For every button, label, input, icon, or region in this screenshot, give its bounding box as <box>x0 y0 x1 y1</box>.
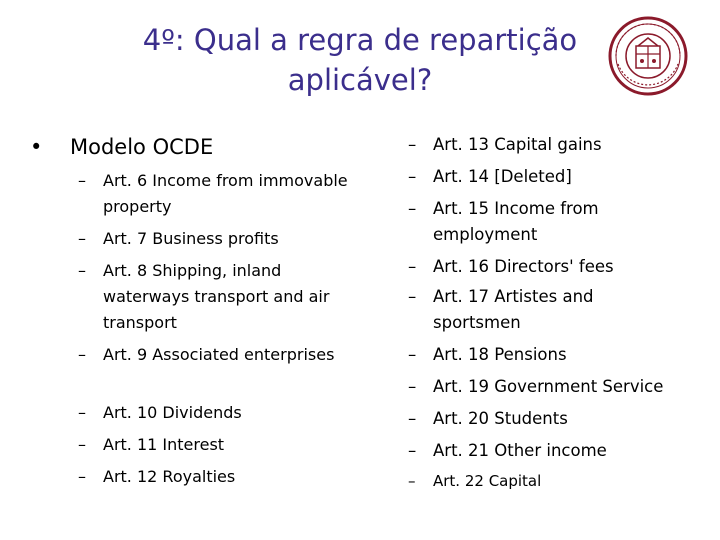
list-item-text: Art. 19 Government Service <box>433 377 664 396</box>
list-item-text: Art. 9 Associated enterprises <box>103 345 335 364</box>
dash: – <box>78 171 86 190</box>
dash: – <box>408 345 417 364</box>
list-item-text: Art. 17 Artistes and sportsmen <box>433 287 594 332</box>
list-item <box>78 400 348 426</box>
slide-title: 4º: Qual a regra de repartição aplicável? <box>142 23 578 97</box>
list-item <box>78 342 348 368</box>
bullet-symbol: • <box>30 135 43 159</box>
dash: – <box>408 472 416 490</box>
list-item <box>408 342 708 368</box>
dash: – <box>408 257 417 276</box>
list-item-text: Art. 6 Income from immovable property <box>103 171 348 216</box>
list-item-text: Art. 10 Dividends <box>103 403 242 422</box>
list-item-text: Art. 12 Royalties <box>103 467 236 486</box>
dash: – <box>408 135 417 154</box>
dash: – <box>408 287 417 306</box>
dash: – <box>408 441 417 460</box>
list-item <box>78 432 348 458</box>
main-bullet <box>30 133 213 161</box>
dash: – <box>78 467 86 486</box>
list-item <box>408 374 718 400</box>
list-item <box>408 254 708 280</box>
list-item-text: Art. 16 Directors' fees <box>433 257 614 276</box>
dash: – <box>408 167 417 186</box>
list-item-text: Art. 7 Business profits <box>103 229 279 248</box>
list-item <box>78 168 348 220</box>
list-item-text: Art. 11 Interest <box>103 435 225 454</box>
list-item <box>408 438 708 464</box>
list-item-text: Art. 15 Income from employment <box>433 199 599 244</box>
dash: – <box>408 377 417 396</box>
list-item-text: Art. 18 Pensions <box>433 345 567 364</box>
university-seal-icon <box>608 16 688 96</box>
list-item-text: Art. 8 Shipping, inland waterways transport and air transport <box>103 261 330 332</box>
list-item <box>408 132 708 158</box>
dash: – <box>408 199 417 218</box>
list-item <box>78 464 348 490</box>
list-item <box>408 164 708 190</box>
list-item-text: Art. 20 Students <box>433 409 568 428</box>
dash: – <box>78 261 86 280</box>
list-item-text: Art. 13 Capital gains <box>433 135 602 154</box>
dash: – <box>78 403 86 422</box>
dash: – <box>78 345 86 364</box>
list-item <box>78 258 348 336</box>
dash: – <box>78 435 86 454</box>
list-item-text: Art. 21 Other income <box>433 441 607 460</box>
list-item-text: Art. 22 Capital <box>433 472 542 490</box>
list-item <box>408 196 628 248</box>
list-item-text: Art. 14 [Deleted] <box>433 167 572 186</box>
list-item <box>408 284 628 336</box>
list-item <box>408 468 708 494</box>
dash: – <box>78 229 86 248</box>
dash: – <box>408 409 417 428</box>
list-item <box>78 226 348 252</box>
list-item <box>408 406 708 432</box>
main-bullet-text: Modelo OCDE <box>70 135 214 159</box>
